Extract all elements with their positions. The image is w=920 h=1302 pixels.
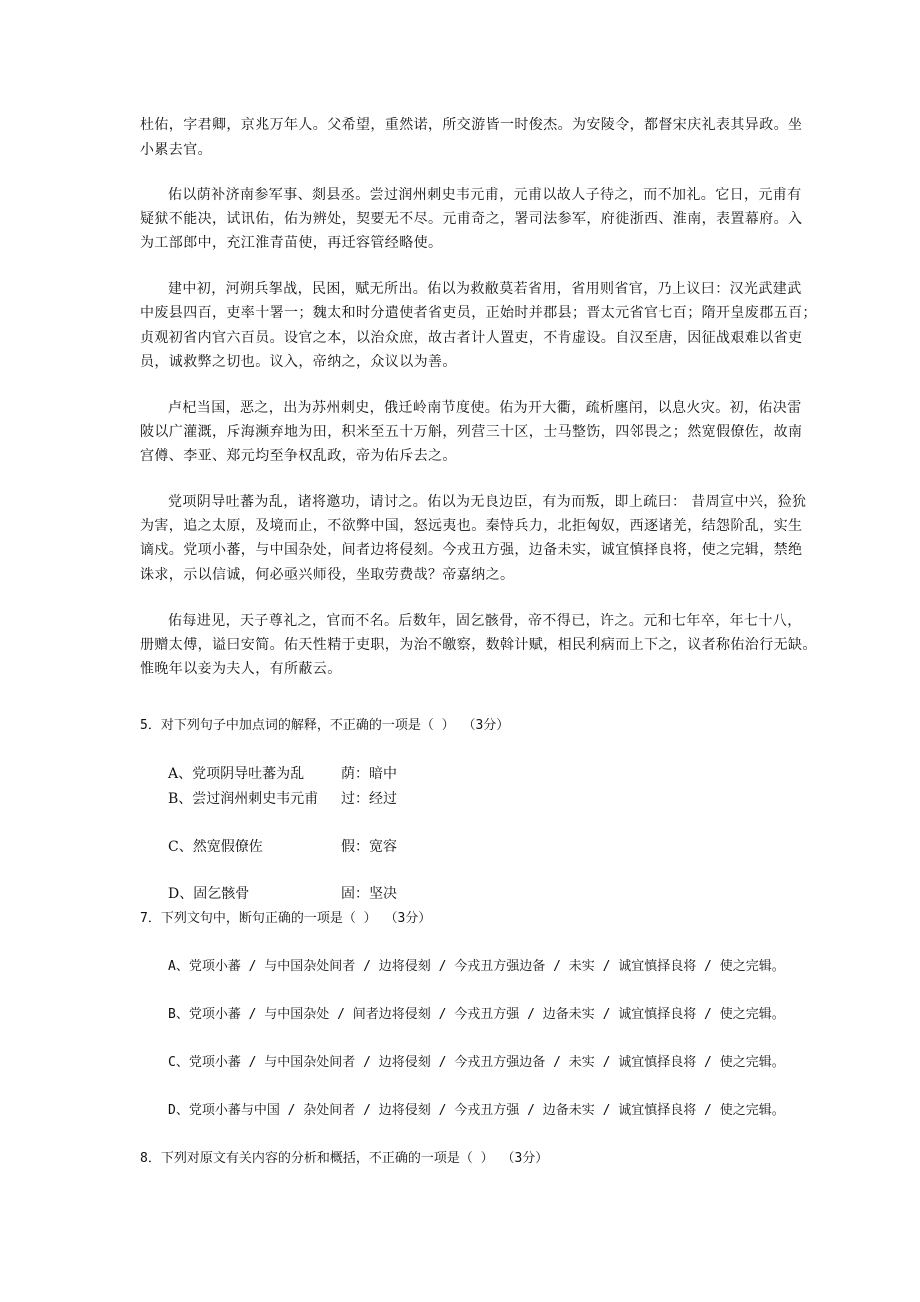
q5-option-b[interactable]: B、尝过润州刺史韦元甫 [168, 791, 319, 807]
q5-option-a-gloss: 荫：暗中 [341, 766, 397, 782]
q7-option-b[interactable]: B、党项小蕃 / 与中国杂处 / 间者边将侵刻 / 今戎丑方强 / 边备未实 / 诚宜慎择良将 / 使之完辑。 [168, 1007, 785, 1022]
passage-line: 小累去官。 [140, 142, 212, 158]
passage-line: 杜佑，字君卿，京兆万年人。父希望，重然诺，所交游皆一时俊杰。为安陵令，都督宋庆礼表其异政。坐 [140, 117, 803, 133]
passage-line: 建中初，河朔兵挐战，民困，赋无所出。佑以为救敝莫若省用，省用则省官，乃上议曰：汉光武建武 [168, 281, 802, 297]
passage-line: 佑以荫补济南参军事、剡县丞。尝过润州刺史韦元甫，元甫以故人子待之，而不加礼。它日，元甫有 [168, 187, 802, 203]
passage-line: 党项阴导吐蕃为乱，诸将邀功，请讨之。佑以为无良边臣，有为而叛，即上疏曰： 昔周宣中兴，猃狁 [168, 494, 807, 510]
q7-option-c[interactable]: C、党项小蕃 / 与中国杂处间者 / 边将侵刻 / 今戎丑方强边备 / 未实 / 诚宜慎择良将 / 使之完辑。 [168, 1055, 785, 1070]
passage-line: 陂以广灌溉，斥海濒弃地为田，积米至五十万斛，列营三十区，士马整饬，四邻畏之；然宽假僚佐，故南 [140, 424, 803, 440]
passage-line: 贞观初省内官六百员。设官之本，以治众庶，故古者计人置吏，不肯虚设。自汉至唐，因征战艰难以省吏 [140, 330, 803, 346]
q7-option-a[interactable]: A、党项小蕃 / 与中国杂处间者 / 边将侵刻 / 今戎丑方强边备 / 未实 / 诚宜慎择良将 / 使之完辑。 [168, 959, 785, 974]
question-8-stem: 8．下列对原文有关内容的分析和概括，不正确的一项是（ ） （3分） [140, 1151, 549, 1166]
q5-option-c-gloss: 假：宽容 [341, 839, 397, 855]
q7-option-d[interactable]: D、党项小蕃与中国 / 杂处间者 / 边将侵刻 / 今戎丑方强 / 边备未实 / 诚宜慎择良将 / 使之完辑。 [168, 1103, 785, 1118]
question-7-stem: 7．下列文句中，断句正确的一项是（ ） （3分） [140, 911, 432, 926]
passage-line: 为害，追之太原，及境而止，不欲弊中国，怒远夷也。秦恃兵力，北拒匈奴，西逐诸羌，结怨阶乱，实生 [140, 518, 803, 534]
passage-line: 佑每进见，天子尊礼之，官而不名。后数年，固乞骸骨，帝不得已，许之。元和七年卒，年七十八， [168, 613, 802, 629]
passage-line: 中废县四百，吏率十署一；魏太和时分遣使者省吏员，正始时并郡县；晋太元省官七百；隋开皇废郡五百； [140, 305, 817, 321]
q5-option-d-gloss: 固：坚决 [341, 886, 397, 902]
passage-line: 谪戍。党项小蕃，与中国杂处，间者边将侵刻。今戎丑方强，边备未实，诚宜慎择良将，使之完辑，禁绝 [140, 542, 803, 558]
passage-line: 卢杞当国，恶之，出为苏州刺史，俄迁岭南节度使。佑为开大衢，疏析廛闬，以息火灾。初，佑决雷 [168, 400, 802, 416]
q5-option-a[interactable]: A、党项阴导吐蕃为乱 [168, 766, 305, 782]
passage-line: 惟晚年以妾为夫人，有所蔽云。 [140, 661, 342, 677]
passage-line: 为工部郎中，充江淮青苗使，再迁容管经略使。 [140, 235, 443, 251]
passage-line: 员，诚救弊之切也。议入，帝纳之，众议以为善。 [140, 354, 457, 370]
passage-line: 疑狱不能决，试讯佑，佑为辨处，契要无不尽。元甫奇之，署司法参军，府徙浙西、淮南，表置幕府。入 [140, 211, 803, 227]
passage-line: 册赠太傅，谥曰安简。佑天性精于吏职，为治不皦察，数斡计赋，相民利病而上下之，议者称佑治行无缺。 [140, 637, 817, 653]
question-5-stem: 5．对下列句子中加点词的解释，不正确的一项是（ ） （3分） [140, 718, 510, 733]
q5-option-d[interactable]: D、固乞骸骨 [168, 886, 250, 902]
passage-line: 诛求，示以信诚，何必亟兴师役，坐取劳费哉？帝嘉纳之。 [140, 567, 515, 583]
q5-option-b-gloss: 过：经过 [341, 791, 397, 807]
q5-option-c[interactable]: C、然宽假僚佐 [168, 839, 263, 855]
passage-line: 宫僔、李亚、郑元均至争权乱政，帝为佑斥去之。 [140, 448, 457, 464]
